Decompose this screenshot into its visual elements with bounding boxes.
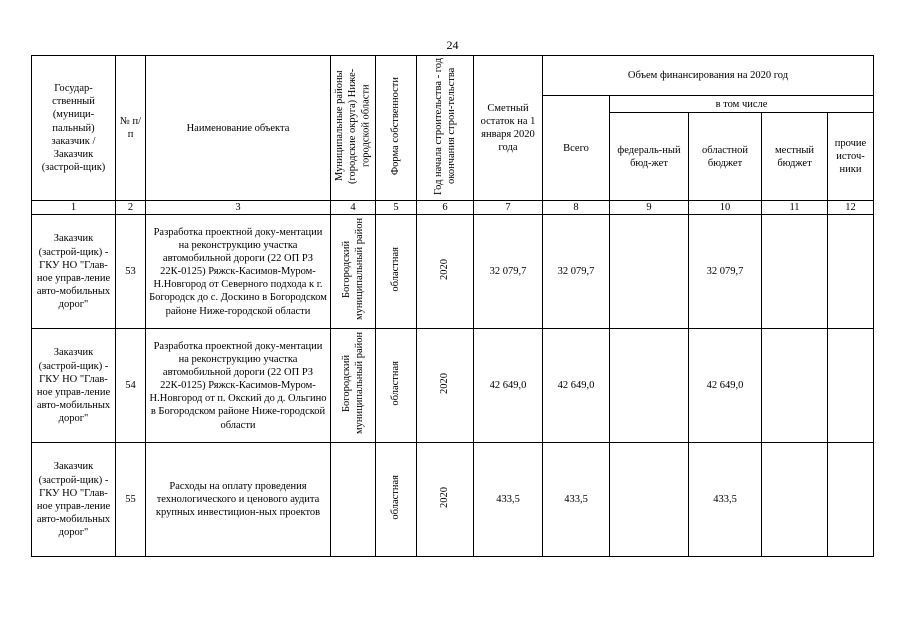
column-number: 11 bbox=[762, 201, 828, 215]
row-year-cell bbox=[417, 329, 474, 443]
table-row bbox=[32, 329, 874, 443]
header-years: Год начала строительства - год окончания строи-тельства bbox=[432, 57, 457, 195]
header-name: Наименование объекта bbox=[146, 56, 331, 201]
column-number: 2 bbox=[116, 201, 146, 215]
column-number: 8 bbox=[543, 201, 610, 215]
row-district: Богородский муниципальный район bbox=[340, 332, 365, 435]
row-num: 54 bbox=[116, 329, 146, 443]
header-other: прочие источ-ники bbox=[828, 113, 874, 201]
header-funding: Объем финансирования на 2020 год bbox=[543, 56, 874, 96]
row-ownership-cell bbox=[376, 443, 417, 557]
column-number: 7 bbox=[474, 201, 543, 215]
row-name: Разработка проектной доку-ментации на реконструкцию участка автомобильной дороги (22 ОП РЗ 22К-0125) Ряжск-Касимов-Муром-Н.Новгород от п. Окский до д. Ольгино в Богородском районе Ниже-городской области bbox=[146, 329, 331, 443]
row-other bbox=[828, 215, 874, 329]
row-district-cell bbox=[331, 329, 376, 443]
header-balance: Сметный остаток на 1 января 2020 года bbox=[474, 56, 543, 201]
header-num: № п/п bbox=[116, 56, 146, 201]
header-regional: областной бюджет bbox=[689, 113, 762, 201]
row-year-cell bbox=[417, 443, 474, 557]
column-number: 9 bbox=[610, 201, 689, 215]
column-number: 1 bbox=[32, 201, 116, 215]
column-number: 10 bbox=[689, 201, 762, 215]
header-including: в том числе bbox=[610, 96, 874, 113]
row-name: Расходы на оплату проведения технологического и ценового аудита крупных инвестицион-ных проектов bbox=[146, 443, 331, 557]
row-local bbox=[762, 443, 828, 557]
row-ownership-cell bbox=[376, 215, 417, 329]
row-year: 2020 bbox=[439, 259, 451, 281]
row-balance: 32 079,7 bbox=[474, 215, 543, 329]
row-year: 2020 bbox=[439, 487, 451, 509]
header-ownership: Форма собственности bbox=[390, 76, 402, 176]
column-number: 6 bbox=[417, 201, 474, 215]
row-federal bbox=[610, 329, 689, 443]
row-local bbox=[762, 215, 828, 329]
financing-table bbox=[31, 55, 874, 557]
row-balance: 433,5 bbox=[474, 443, 543, 557]
row-other bbox=[828, 443, 874, 557]
table-row bbox=[32, 215, 874, 329]
row-year-cell bbox=[417, 215, 474, 329]
row-local bbox=[762, 329, 828, 443]
header-federal: федераль-ный бюд-жет bbox=[610, 113, 689, 201]
column-number: 4 bbox=[331, 201, 376, 215]
page-number: 24 bbox=[446, 38, 459, 52]
row-ownership: областная bbox=[390, 475, 402, 520]
row-year: 2020 bbox=[439, 373, 451, 395]
row-regional: 32 079,7 bbox=[689, 215, 762, 329]
header-district: Муниципальные районы (городские округа) Ниже-городской области bbox=[334, 68, 372, 184]
table-row bbox=[32, 443, 874, 557]
row-customer: Заказчик (застрой-щик) - ГКУ НО "Глав-ное управ-ление авто-мобильных дорог" bbox=[32, 443, 116, 557]
column-number: 12 bbox=[828, 201, 874, 215]
row-balance: 42 649,0 bbox=[474, 329, 543, 443]
row-regional: 433,5 bbox=[689, 443, 762, 557]
header-district-cell bbox=[331, 56, 376, 201]
row-ownership-cell bbox=[376, 329, 417, 443]
row-other bbox=[828, 329, 874, 443]
row-ownership: областная bbox=[390, 247, 402, 292]
row-num: 55 bbox=[116, 443, 146, 557]
row-district-cell bbox=[331, 443, 376, 557]
row-regional: 42 649,0 bbox=[689, 329, 762, 443]
row-total: 433,5 bbox=[543, 443, 610, 557]
row-name: Разработка проектной доку-ментации на реконструкцию участка автомобильной дороги (22 ОП РЗ 22К-0125) Ряжск-Касимов-Муром-Н.Новгород от Северного подхода к г. Богородск до с. Доскино в Богородском районе Ниже-городской области bbox=[146, 215, 331, 329]
row-district-cell bbox=[331, 215, 376, 329]
row-customer: Заказчик (застрой-щик) - ГКУ НО "Глав-ное управ-ление авто-мобильных дорог" bbox=[32, 215, 116, 329]
row-district: Богородский муниципальный район bbox=[340, 218, 365, 321]
header-customer: Государ-ственный (муници-пальный) заказчик / Заказчик (застрой-щик) bbox=[32, 56, 116, 201]
row-ownership: областная bbox=[390, 361, 402, 406]
row-num: 53 bbox=[116, 215, 146, 329]
column-number-row bbox=[32, 201, 874, 215]
row-customer: Заказчик (застрой-щик) - ГКУ НО "Глав-ное управ-ление авто-мобильных дорог" bbox=[32, 329, 116, 443]
row-total: 42 649,0 bbox=[543, 329, 610, 443]
column-number: 5 bbox=[376, 201, 417, 215]
column-number: 3 bbox=[146, 201, 331, 215]
header-local: местный бюджет bbox=[762, 113, 828, 201]
header-years-cell bbox=[417, 56, 474, 201]
row-total: 32 079,7 bbox=[543, 215, 610, 329]
row-federal bbox=[610, 215, 689, 329]
header-ownership-cell bbox=[376, 56, 417, 201]
row-federal bbox=[610, 443, 689, 557]
header-total: Всего bbox=[543, 96, 610, 201]
